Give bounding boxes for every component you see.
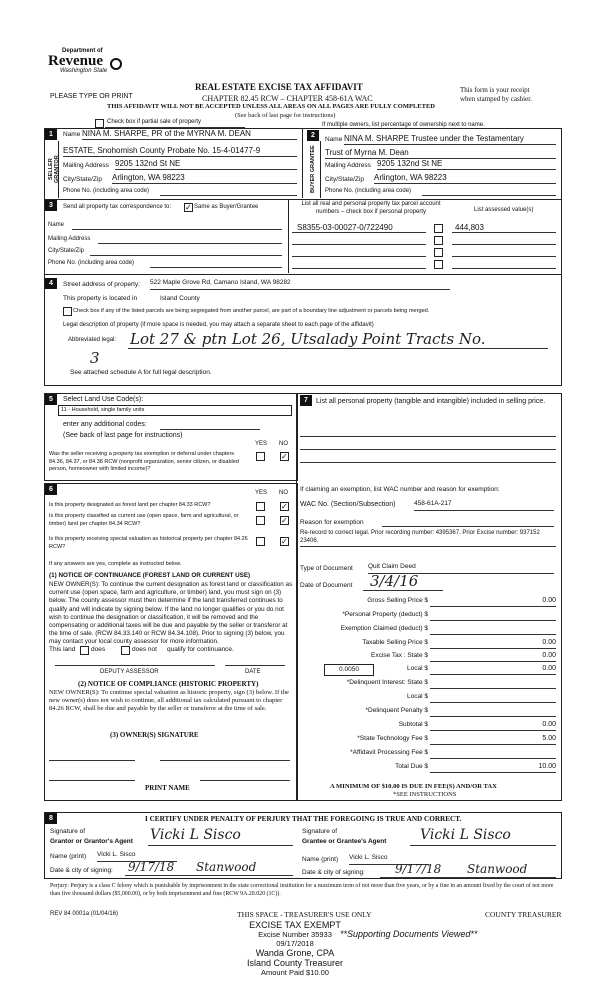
seller-name-2[interactable]: ESTATE, Snohomish County Probate No. 15-4-01477-9	[63, 146, 297, 157]
notice2-title: (2) NOTICE OF COMPLIANCE (HISTORIC PROPERTY)	[78, 680, 259, 688]
buyer-name-1[interactable]: NINA M. SHARPE Trustee under the Testamentary	[344, 134, 556, 145]
grantor-date[interactable]: 9/17/18	[128, 860, 175, 874]
assessed-header: List assessed value(s)	[474, 207, 534, 213]
sig-grantor-1: Signature of	[50, 828, 86, 835]
buyer-mailing[interactable]: 9205 132nd St NE	[377, 159, 556, 170]
doc-type-value[interactable]: Quit Claim Deed	[368, 563, 554, 574]
dept-line3: Washington State	[60, 68, 108, 74]
seller-mailing-label: Mailing Address	[63, 162, 109, 169]
buyer-mailing-label: Mailing Address	[325, 162, 371, 169]
row-excise-state-label: Excise Tax : State $	[371, 652, 428, 659]
county-treasurer: COUNTY TREASURER	[485, 910, 562, 919]
grantor-date-label: Date & city of signing:	[50, 867, 113, 874]
s5-yes-checkbox[interactable]	[256, 452, 265, 461]
row-gross-value[interactable]: 0.00	[430, 597, 556, 607]
row-taxable-value[interactable]: 0.00	[430, 639, 556, 649]
row-delinq-state-value[interactable]	[430, 679, 556, 689]
segregated-checkbox[interactable]	[63, 307, 72, 316]
row-total-label: Total Due $	[395, 763, 428, 770]
row-excise-state-value[interactable]: 0.00	[430, 652, 556, 662]
row-subtotal-value[interactable]: 0.00	[430, 721, 556, 731]
section-1-number: 1	[45, 129, 57, 140]
grantee-date[interactable]: 9/17/18	[395, 862, 442, 876]
section-6-number: 6	[45, 484, 57, 495]
assessed-value[interactable]: 444,803	[455, 223, 484, 232]
stamp-line-1: EXCISE TAX EXEMPT	[249, 920, 341, 930]
row-personal-value[interactable]	[430, 611, 556, 621]
qualify-label: qualify for continuance.	[167, 646, 234, 653]
perjury-note: Perjury: Perjury is a class C felony which is punishable by imprisonment in the state correctional institution for a maximum term of not more than five years, or by a fine in an amount fixed by the court of not more than five thousand dollars ($5,000.00), or by both imprisonment and fine (RCW 9A.20.020 (1C)).	[50, 883, 554, 897]
land-use-value: 11 - Household, single family units	[61, 407, 145, 413]
parcel-1-checkbox[interactable]	[434, 224, 443, 233]
s6-q2: Is this property classified as current use (open space, farm and agricultural, or timber) land per chapter 84.34 RCW?	[49, 513, 239, 527]
dor-logo-mark-icon	[110, 58, 122, 70]
buyer-city[interactable]: Arlington, WA 98223	[374, 173, 556, 184]
see-back-note: (See back of last page for instructions)	[235, 112, 336, 119]
land-use-label: Select Land Use Code(s):	[63, 396, 144, 403]
parcel-4-checkbox[interactable]	[434, 260, 443, 269]
receipt-note-2: when stamped by cashier.	[460, 95, 532, 103]
buyer-phone-label: Phone No. (including area code)	[325, 188, 412, 194]
dept-line1: Department of	[62, 48, 103, 54]
street-label: Street address of property:	[63, 281, 140, 288]
wac-value[interactable]: 458-61A-217	[414, 500, 554, 511]
same-as-buyer-label: Same as Buyer/Grantee	[194, 204, 259, 210]
grantor-signature[interactable]: Vicki L Sisco	[150, 827, 241, 843]
s6-q1-yes[interactable]	[256, 502, 265, 511]
section-8-number: 8	[45, 813, 57, 824]
row-taxable-label: Taxable Selling Price $	[362, 639, 428, 646]
row-excise-local-label: Local $	[407, 665, 428, 672]
does-not-checkbox[interactable]	[121, 646, 130, 655]
stamp-line-6: Amount Paid $10.00	[261, 968, 329, 977]
buyer-name-2[interactable]: Trust of Myrna M. Dean	[325, 148, 556, 159]
seller-city[interactable]: Arlington, WA 98223	[112, 173, 297, 184]
street-address[interactable]: 522 Maple Grove Rd, Camano Island, WA 98282	[150, 279, 450, 290]
wac-label: WAC No. (Section/Subsection)	[300, 501, 396, 508]
row-penalty-value[interactable]	[430, 707, 556, 717]
section-3-number: 3	[45, 200, 57, 211]
stamp-line-4: Wanda Grone, CPA	[255, 948, 335, 958]
s6-q2-yes[interactable]	[256, 516, 265, 525]
buyer-side-label: BUYER GRANTEE	[310, 145, 316, 193]
treasurer-use: THIS SPACE - TREASURER'S USE ONLY	[237, 910, 372, 919]
stamp-line-5: Island County Treasurer	[246, 958, 344, 968]
row-processing-label: *Affidavit Processing Fee $	[350, 749, 428, 756]
reason-label: Reason for exemption	[300, 519, 364, 526]
please-type: PLEASE TYPE OR PRINT	[50, 93, 133, 100]
stamp-line-2: Excise Number 35933	[258, 930, 332, 939]
abbrev-legal-value-2[interactable]: 3	[90, 349, 100, 367]
row-exemption-value[interactable]	[430, 625, 556, 635]
row-subtotal-label: Subtotal $	[398, 721, 428, 728]
abbrev-legal-value-1[interactable]: Lot 27 & ptn Lot 26, Utsalady Point Tracts No.	[130, 330, 486, 348]
row-personal-label: *Personal Property (deduct) $	[342, 611, 428, 618]
send-correspondence-label: Send all property tax correspondence to:	[63, 204, 172, 210]
s6-q1-no[interactable]	[280, 502, 289, 511]
seller-name-label: Name	[63, 131, 81, 138]
row-delinq-local-label: Local $	[407, 693, 428, 700]
rev-number: REV 84 0001a (01/04/16)	[50, 911, 119, 917]
section-2-number: 2	[307, 130, 319, 141]
grantee-date-label: Date & city of signing:	[302, 869, 365, 876]
located-value[interactable]: Island County	[160, 295, 200, 302]
notice1-body: NEW OWNER(S): To continue the current designation as forest land or classification as current use (open space, farm and agriculture, or timber) land, you must sign on (3) below. The county assessor must then determine if the land transferred continues to qualify and will indicate by signing below. If the land no longer qualifies or you do not wish to continue the designation or classification, it will be removed and the compensating or additional taxes will be due and payable by the seller or transferor at the time of sale. (RCW 84.33.140 or RCW 84.34.108). Prior to signing (3) below, you may contact your local county assessor for more information.	[49, 581, 293, 646]
form-warning: THIS AFFIDAVIT WILL NOT BE ACCEPTED UNLESS ALL AREAS ON ALL PAGES ARE FULLY COMPLETED	[107, 103, 435, 110]
s6-yes-label: YES	[255, 490, 268, 496]
parcel-3-checkbox[interactable]	[434, 248, 443, 257]
partial-sale-checkbox[interactable]	[95, 119, 104, 128]
reason-value[interactable]: Re-record to correct legal. Prior recording number: 4395367. Prior Excise number: 937152 23406.	[300, 530, 540, 544]
row-penalty-label: *Delinquent Penalty $	[365, 707, 428, 714]
buyer-city-label: City/State/Zip	[325, 176, 365, 183]
s6-q3-yes[interactable]	[256, 537, 265, 546]
does-checkbox[interactable]	[80, 646, 89, 655]
abbrev-legal-label: Abbreviated legal:	[68, 337, 117, 343]
owner-signature-label: (3) OWNER(S) SIGNATURE	[110, 731, 199, 739]
row-tech-fee-label: *State Technology Fee $	[357, 735, 428, 742]
dept-line2: Revenue	[48, 53, 103, 69]
grantor-name[interactable]: Vicki L. Sisco	[97, 851, 177, 862]
s6-q2-no[interactable]	[280, 516, 289, 525]
doc-date-label: Date of Document	[300, 582, 353, 589]
doc-type-label: Type of Document	[300, 565, 353, 572]
seller-side-label: SELLER GRANTOR	[48, 155, 60, 183]
s5-yes-label: YES	[255, 441, 268, 447]
grantee-name-label: Name (print)	[302, 856, 339, 863]
partial-sale-label: Check box if partial sale of property	[107, 119, 202, 125]
same-as-buyer-checkbox[interactable]	[184, 203, 193, 212]
row-total-value[interactable]: 10.00	[430, 763, 556, 773]
does-label: does	[91, 646, 106, 653]
certify-statement: I CERTIFY UNDER PENALTY OF PERJURY THAT THE FOREGOING IS TRUE AND CORRECT.	[145, 815, 462, 823]
section-5-number: 5	[45, 394, 57, 405]
dor-logo	[48, 48, 128, 74]
row-delinq-state-label: *Delinquent Interest: State $	[346, 679, 428, 686]
grantor-name-label: Name (print)	[50, 853, 87, 860]
row-exemption-label: Exemption Claimed (deduct) $	[340, 625, 428, 632]
notice1-title: (1) NOTICE OF CONTINUANCE (FOREST LAND OR CURRENT USE)	[49, 572, 251, 579]
personal-property-label: List all personal property (tangible and intangible) included in selling price.	[316, 398, 546, 405]
form-chapter: CHAPTER 82.45 RCW – CHAPTER 458-61A WAC	[202, 94, 373, 103]
row-delinq-local-value[interactable]	[430, 693, 556, 703]
seller-name-1[interactable]: NINA M. SHARPE, PR of the MYRNA M. DEAN	[82, 129, 297, 140]
minimum-note: A MINIMUM OF $10.00 IS DUE IN FEE(S) AND/OR TAX	[330, 783, 497, 790]
s3-phone-label: Phone No. (including area code)	[48, 260, 135, 266]
this-land-label: This land	[49, 646, 76, 653]
parcel-header: List all real and personal property tax parcel account numbers – check box if personal property	[301, 201, 441, 215]
s3-city-label: City/State/Zip	[48, 248, 85, 254]
grantee-signature[interactable]: Vicki L Sisco	[420, 827, 511, 843]
s5-no-checkbox[interactable]	[280, 452, 289, 461]
deputy-date-label: DATE	[245, 669, 261, 675]
form-title: REAL ESTATE EXCISE TAX AFFIDAVIT	[195, 82, 363, 92]
row-excise-local-value[interactable]: 0.00	[430, 665, 556, 675]
seller-city-label: City/State/Zip	[63, 176, 103, 183]
sig-grantee-1: Signature of	[302, 828, 338, 835]
parcel-2-checkbox[interactable]	[434, 236, 443, 245]
multiple-owners-note: If multiple owners, list percentage of ownership next to name.	[322, 122, 485, 128]
buyer-name-label: Name	[325, 136, 343, 143]
parcel-number[interactable]: S8355-03-00027-0/722490	[297, 223, 393, 232]
deputy-assessor-label: DEPUTY ASSESSOR	[100, 669, 159, 675]
s6-no-label: NO	[279, 490, 288, 496]
row-gross-label: Gross Selling Price $	[367, 597, 428, 604]
s5-question: Was the seller receiving a property tax exemption or deferral under chapters 84.36, 84.37, or 84.38 RCW (nonprofit organization, senior citizen, or disabled person, homeowner with limited income)?	[49, 451, 239, 472]
grantee-name[interactable]: Vicki L. Sisco	[349, 854, 429, 865]
doc-date-value[interactable]: 3/4/16	[370, 572, 419, 590]
schedule-note: See attached schedule A for full legal description.	[70, 369, 212, 376]
located-label: This property is located in	[63, 295, 138, 302]
section-7-number: 7	[300, 395, 312, 406]
grantee-city[interactable]: Stanwood	[467, 862, 528, 876]
legal-label: Legal description of property (if more space is needed, you may attach a separate sheet to each page of the affidavit)	[63, 322, 374, 328]
s5-see-back: (See back of last page for instructions)	[63, 432, 183, 439]
local-rate-box[interactable]: 0.0050	[324, 664, 374, 676]
seller-mailing[interactable]: 9205 132nd St NE	[115, 159, 297, 170]
sig-grantor-2: Grantor or Grantor's Agent	[50, 838, 133, 845]
s6-q1: Is this property designated as forest land per chapter 84.33 RCW?	[49, 502, 211, 508]
land-use-select[interactable]	[58, 405, 292, 416]
stamp-line-3: 09/17/2018	[276, 939, 314, 948]
s6-q3-no[interactable]	[280, 537, 289, 546]
claim-exemption-label: If claiming an exemption, list WAC number and reason for exemption:	[300, 486, 500, 493]
segregated-label: Check box if any of the listed parcels are being segregated from another parcel, are part of a boundary line adjustment or parcels being merged.	[73, 308, 430, 314]
section-4-number: 4	[45, 278, 57, 289]
print-name-label: PRINT NAME	[145, 784, 190, 792]
s5-no-label: NO	[279, 441, 288, 447]
does-not-label: does not	[132, 646, 157, 653]
row-tech-fee-value[interactable]: 5.00	[430, 735, 556, 745]
see-instructions: *SEE INSTRUCTIONS	[393, 791, 457, 798]
s3-mailing-label: Mailing Address	[48, 236, 91, 242]
grantor-city[interactable]: Stanwood	[196, 860, 257, 874]
supporting-docs: **Supporting Documents Viewed**	[340, 929, 478, 939]
seller-phone-label: Phone No. (including area code)	[63, 188, 150, 194]
row-processing-value[interactable]	[430, 749, 556, 759]
s6-q3: Is this property receiving special valuation as historical property per chapter 84.26 RCW?	[49, 536, 248, 550]
receipt-note-1: This form is your receipt	[460, 86, 530, 94]
s6-if-yes: If any answers are yes, complete as instructed below.	[49, 561, 182, 567]
s3-name-label: Name	[48, 222, 65, 228]
sig-grantee-2: Grantee or Grantee's Agent	[302, 838, 387, 845]
notice2-body: NEW OWNER(S): To continue special valuation as historic property, sign (3) below. If the new owner(s) does not wish to continue, all additional tax calculated pursuant to chapter 84.26 RCW, shall be due and payable by the seller or transferor at the time of sale.	[49, 689, 289, 712]
additional-codes-label: enter any additional codes:	[63, 421, 147, 428]
